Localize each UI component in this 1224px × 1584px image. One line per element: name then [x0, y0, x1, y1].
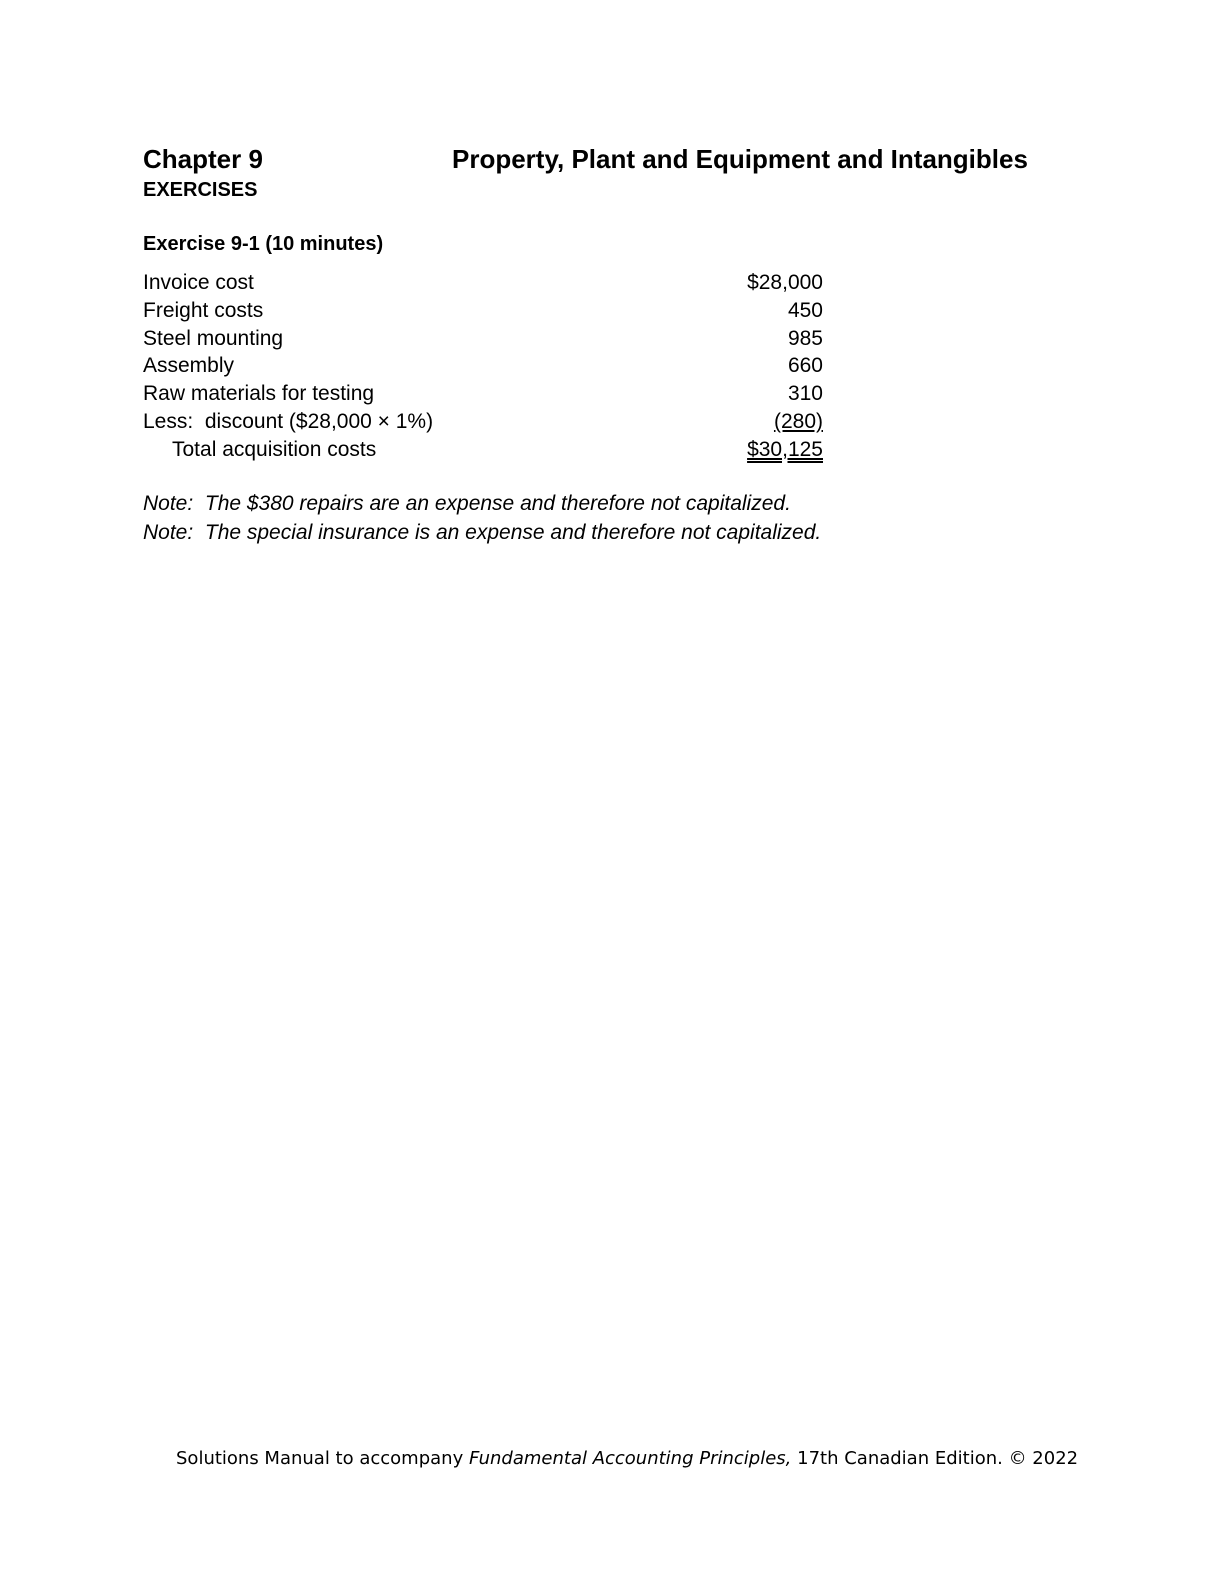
table-row	[143, 408, 823, 436]
row-amount: 310	[787, 382, 823, 406]
note-insurance: Note: The special insurance is an expense and therefore not capitalized.	[143, 520, 822, 544]
footer-prefix: Solutions Manual to accompany	[176, 1448, 469, 1469]
notes	[143, 490, 821, 547]
total-label: Total acquisition costs	[172, 437, 377, 461]
acquisition-cost-table	[143, 269, 823, 464]
row-label: Assembly	[143, 354, 235, 378]
table-row	[143, 325, 823, 353]
row-amount: 985	[787, 326, 823, 350]
table-row	[143, 269, 823, 297]
row-label: Freight costs	[143, 298, 264, 322]
row-amount: $28,000	[747, 271, 823, 294]
row-amount: 450	[787, 298, 823, 322]
row-amount: 660	[787, 354, 823, 378]
row-label: Steel mounting	[143, 326, 284, 350]
chapter-title: Property, Plant and Equipment and Intangibles	[452, 144, 1028, 174]
footer-book-title: Fundamental Accounting Principles,	[468, 1448, 792, 1469]
chapter-number: Chapter 9	[143, 144, 263, 174]
table-row	[143, 297, 823, 325]
total-amount: $30,125	[747, 437, 823, 461]
note-repairs: Note: The $380 repairs are an expense and therefore not capitalized.	[143, 492, 791, 515]
table-row	[143, 352, 823, 380]
section-label: EXERCISES	[143, 179, 258, 201]
row-amount: (280)	[773, 409, 823, 433]
total-row	[143, 436, 823, 464]
table-row	[143, 380, 823, 408]
page-footer	[176, 1447, 1078, 1471]
row-label: Invoice cost	[143, 271, 254, 294]
footer-suffix: 17th Canadian Edition. © 2022	[791, 1448, 1079, 1469]
exercise-heading: Exercise 9-1 (10 minutes)	[143, 233, 384, 255]
row-label: Raw materials for testing	[143, 382, 375, 406]
row-label: Less: discount ($28,000 × 1%)	[143, 409, 434, 433]
